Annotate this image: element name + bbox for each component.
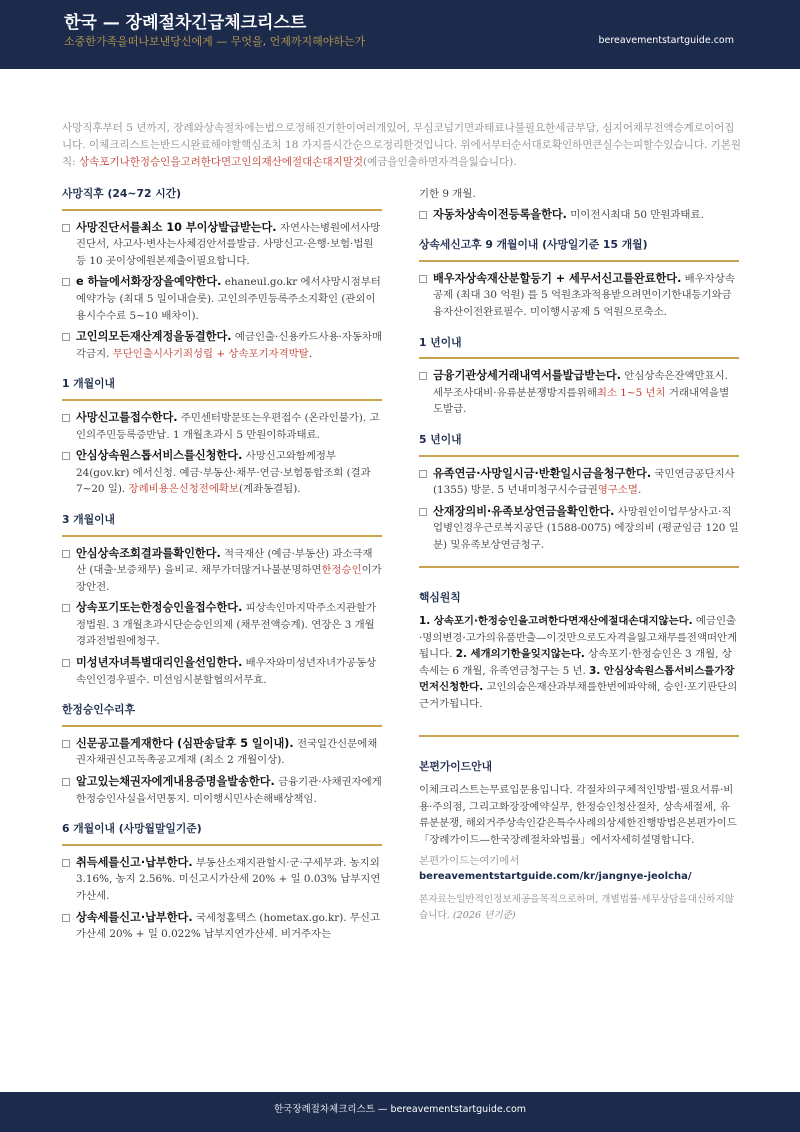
- checkbox-icon[interactable]: [419, 211, 427, 219]
- item-tail: (계좌동결됨).: [238, 483, 301, 496]
- checklist-item: [419, 466, 739, 499]
- item-desc: ehaneul.go.kr 에서사망시점부터예약가능 (최대 5 일이내슬롯). 고인의주민등록주소지확인 (관외이용시수수료 5~10 배차이).: [76, 276, 381, 322]
- item-desc: 안심상속은잔액만표시. 세무조사대비·유류분분쟁방지를위해: [433, 370, 728, 399]
- item-desc: 적극재산 (예금·부동산) 과소극재산 (대출·보증채무) 을비교. 채무가더많거나불분명하면: [76, 547, 373, 577]
- left-column: [62, 186, 382, 948]
- principles-heading: 핵심원칙: [419, 590, 461, 604]
- divider: [419, 566, 739, 568]
- item-tail: .: [308, 347, 313, 360]
- item-desc: 자연사는병원에서사망진단서, 사고사·변사는사체검안서를발급. 사망신고·은행·보험·법원등 10 곳이상에원본제출이필요합니다.: [76, 221, 381, 267]
- item-title: 안심상속원스톱서비스를신청한다.: [76, 449, 243, 463]
- checklist-item: [62, 448, 382, 498]
- item-title: 자동차상속이전등록을한다.: [433, 207, 567, 221]
- checklist-item: [419, 207, 739, 224]
- checklist-item: [62, 546, 382, 596]
- checklist-item: [62, 910, 382, 943]
- checklist-item: [62, 220, 382, 270]
- guide-link-intro: 본편가이드는여기에서: [419, 854, 520, 867]
- item-warning: 한정승인: [321, 564, 362, 577]
- principle-3-text: 고인의숨은재산과부채를한번에파악해, 승인·포기판단의근거가됩니다.: [419, 681, 738, 711]
- guide-link[interactable]: bereavementstartguide.com/kr/jangnye-jeolcha/: [419, 871, 692, 883]
- checkbox-icon[interactable]: [62, 604, 70, 612]
- page-title: 한국 — 장례절차긴급체크리스트: [64, 13, 307, 33]
- checklist-item: [62, 274, 382, 324]
- checklist-item: [62, 774, 382, 807]
- item-continuation: 기한 9 개월.: [419, 188, 476, 200]
- checkbox-icon[interactable]: [62, 740, 70, 748]
- intro-text: 사망직후부터 5 년까지, 장례와상속절차에는법으로정해진기한이여러개있어, 무심코넘기면과태료나불필요한세금부담, 심지어채무전액승계로이어집니다. 이체크리스트는반드시완료해야할핵심조치 18 가지를시간순으로정리한것입니다. 위에서부터순서대로확인하면큰실수는피할수있습니다. 기본원칙:: [62, 122, 742, 168]
- section-heading: 1 개월이내: [62, 376, 382, 401]
- checkbox-icon[interactable]: [62, 659, 70, 667]
- item-warning: 최소 1~5 년치: [596, 386, 666, 399]
- item-warning: 무단인출시사기죄성립 + 상속포기자격박탈: [112, 347, 309, 360]
- checklist-item: [62, 655, 382, 688]
- checklist-item: [419, 504, 739, 554]
- item-title: 사망진단서를최소 10 부이상발급받는다.: [76, 220, 277, 234]
- item-title: 미성년자녀특별대리인을선임한다.: [76, 656, 243, 670]
- section-heading: 한정승인수리후: [62, 702, 382, 727]
- divider: [419, 735, 739, 737]
- item-title: 배우자상속재산분할등기 + 세무서신고를완료한다.: [433, 271, 682, 285]
- checklist-item: [62, 329, 382, 362]
- checkbox-icon[interactable]: [62, 278, 70, 286]
- principle-1-text: 예금인출·명의변경·고가의유품반출—이것만으로도자격을잃고채무를전액떠안게됩니다.: [419, 615, 738, 661]
- disclaimer-text: 본자료는일반적인정보제공을목적으로하며, 개별법률·세무상담을대신하지않습니다.: [419, 893, 734, 921]
- checkbox-icon[interactable]: [419, 372, 427, 380]
- intro-tail: (예금을인출하면자격을잃습니다).: [363, 156, 517, 168]
- item-desc: 금융기관·사채권자에게한정승인사실을서면통지. 미이행시민사손해배상책임.: [76, 776, 382, 805]
- checkbox-icon[interactable]: [419, 275, 427, 283]
- principles-text: [419, 613, 739, 713]
- principle-2-title: 2. 세개의기한을잊지않는다.: [455, 648, 585, 661]
- checklist-item: [419, 271, 739, 321]
- checklist-item: [62, 600, 382, 650]
- checklist-item: [62, 855, 382, 905]
- item-desc: 배우자와미성년자녀가공동상속인인경우필수. 미선임시분할협의서무효.: [76, 657, 377, 686]
- item-desc: 배우자상속공제 (최대 30 억원) 를 5 억원초과적용받으려면이기한내등기와금융자산이전완료필수. 미이행시공제 5 억원으로축소.: [433, 272, 735, 318]
- item-tail: 거래내역을별도발급.: [433, 386, 730, 416]
- section-heading: 상속세신고후 9 개월이내 (사망일기준 15 개월): [419, 237, 739, 262]
- item-title: 사망신고를접수한다.: [76, 410, 178, 424]
- checkbox-icon[interactable]: [62, 414, 70, 422]
- item-tail: 이가장안전.: [76, 564, 382, 593]
- intro-highlight: 상속포기나한정승인을고려한다면고인의재산에절대손대지말것: [79, 156, 364, 168]
- item-title: 상속포기또는한정승인을접수한다.: [76, 601, 243, 615]
- item-title: 산재장의비·유족보상연금을확인한다.: [433, 504, 615, 518]
- year-note: (2026 년기준): [452, 909, 516, 921]
- header-site-link[interactable]: bereavementstartguide.com: [598, 35, 734, 46]
- checkbox-icon[interactable]: [62, 778, 70, 786]
- intro-paragraph: [62, 120, 742, 171]
- checkbox-icon[interactable]: [62, 333, 70, 341]
- item-desc: 주민센터방문또는우편접수 (온라인불가). 고인의주민등록증반납. 1 개월초과시 5 만원이하과태료.: [76, 411, 380, 441]
- principle-1-title: 1. 상속포기·한정승인을고려한다면재산에절대손대지않는다.: [419, 615, 693, 628]
- item-title: 알고있는채권자에게내용증명을발송한다.: [76, 775, 275, 789]
- item-desc: 미이전시최대 50 만원과태료.: [566, 208, 704, 221]
- guide-heading: 본편가이드안내: [419, 759, 493, 773]
- item-warning: 영구소멸: [597, 484, 638, 497]
- page-footer: [0, 1092, 800, 1132]
- item-title: 취득세를신고·납부한다.: [76, 855, 193, 869]
- principle-3-title: 3. 안심상속원스톱서비스를가장먼저신청한다.: [419, 664, 735, 694]
- checkbox-icon[interactable]: [62, 224, 70, 232]
- checkbox-icon[interactable]: [419, 508, 427, 516]
- page-subtitle: 소중한가족을떠나보낸당신에게 — 무엇을, 언제까지해야하는가: [64, 35, 366, 48]
- section-heading: 1 년이내: [419, 335, 739, 360]
- checkbox-icon[interactable]: [62, 859, 70, 867]
- item-title: 상속세를신고·납부한다.: [76, 910, 193, 924]
- right-column: [419, 186, 739, 924]
- item-title: 금융기관상세거래내역서를발급받는다.: [433, 369, 621, 383]
- item-warning: 장례비용은신청전에확보: [128, 483, 239, 496]
- item-desc: 피상속인마지막주소지관할가정법원. 3 개월초과시단순승인의제 (채무전액승계). 연장은 3 개월경과전법원에청구.: [76, 602, 377, 648]
- item-title: e 하늘에서화장장을예약한다.: [76, 275, 222, 289]
- checkbox-icon[interactable]: [62, 452, 70, 460]
- item-desc: 전국일간신문에채권자채권신고독촉공고게재 (최소 2 개월이상).: [76, 737, 378, 767]
- checklist-item: [62, 736, 382, 769]
- checkbox-icon[interactable]: [62, 914, 70, 922]
- section-heading: 5 년이내: [419, 432, 739, 457]
- checkbox-icon[interactable]: [62, 550, 70, 558]
- item-desc: 예금인출·신용카드사용·자동차매각금지.: [76, 331, 382, 360]
- disclaimer: [419, 892, 739, 924]
- page-header: [0, 0, 800, 69]
- item-title: 유족연금·사망일시금·반환일시금을청구한다.: [433, 466, 652, 480]
- item-desc: 사망신고와함께정부 24(gov.kr) 에서신청. 예금·부동산·채무·연금·보험통합조회 (결과 7~20 일).: [76, 450, 371, 496]
- section-heading: 사망직후 (24~72 시간): [62, 186, 382, 211]
- item-title: 안심상속조회결과를확인한다.: [76, 546, 221, 560]
- item-desc: 사망원인이업무상사고·직업병인경우근로복지공단 (1588-0075) 에장의비 (평균임금 120 일분) 및유족보상연금청구.: [433, 505, 739, 551]
- footer-text: 한국장례절차체크리스트 — bereavementstartguide.com: [273, 1104, 527, 1115]
- item-tail: .: [637, 484, 642, 497]
- item-title: 신문공고를게재한다 (심판송달후 5 일이내).: [76, 736, 294, 750]
- item-desc: 국민연금공단지사 (1355) 방문. 5 년내미청구시수급권: [433, 467, 735, 497]
- checkbox-icon[interactable]: [419, 470, 427, 478]
- item-title: 고인의모든재산계정을동결한다.: [76, 330, 232, 344]
- principle-2-text: 상속포기·한정승인은 3 개월, 상속세는 6 개월, 유족연금청구는 5 년.: [419, 648, 732, 677]
- checklist-item: [419, 368, 739, 418]
- guide-text: 이체크리스트는무료입문용입니다. 각절차의구체적인방법·필요서류·비용·주의점, 그리고화장장예약실무, 한정승인청산절차, 상속세절세, 유류분분쟁, 해외거주상속인같은특수사례의상세한진행방법은본편가이드「장례가이드—한국장례절차와법률」에서자세히설명합니다.: [419, 784, 737, 847]
- section-heading: 6 개월이내 (사망월말일기준): [62, 821, 382, 846]
- item-desc: 부동산소재지관할시·군·구세무과. 농지외 3.16%, 농지 2.56%. 미신고시가산세 20% + 일 0.03% 납부지연가산세.: [76, 856, 381, 902]
- section-heading: 3 개월이내: [62, 512, 382, 537]
- checklist-item: [62, 410, 382, 443]
- item-desc: 국세청홈택스 (hometax.go.kr). 무신고가산세 20% + 일 0.022% 납부지연가산세. 비거주자는: [76, 911, 381, 941]
